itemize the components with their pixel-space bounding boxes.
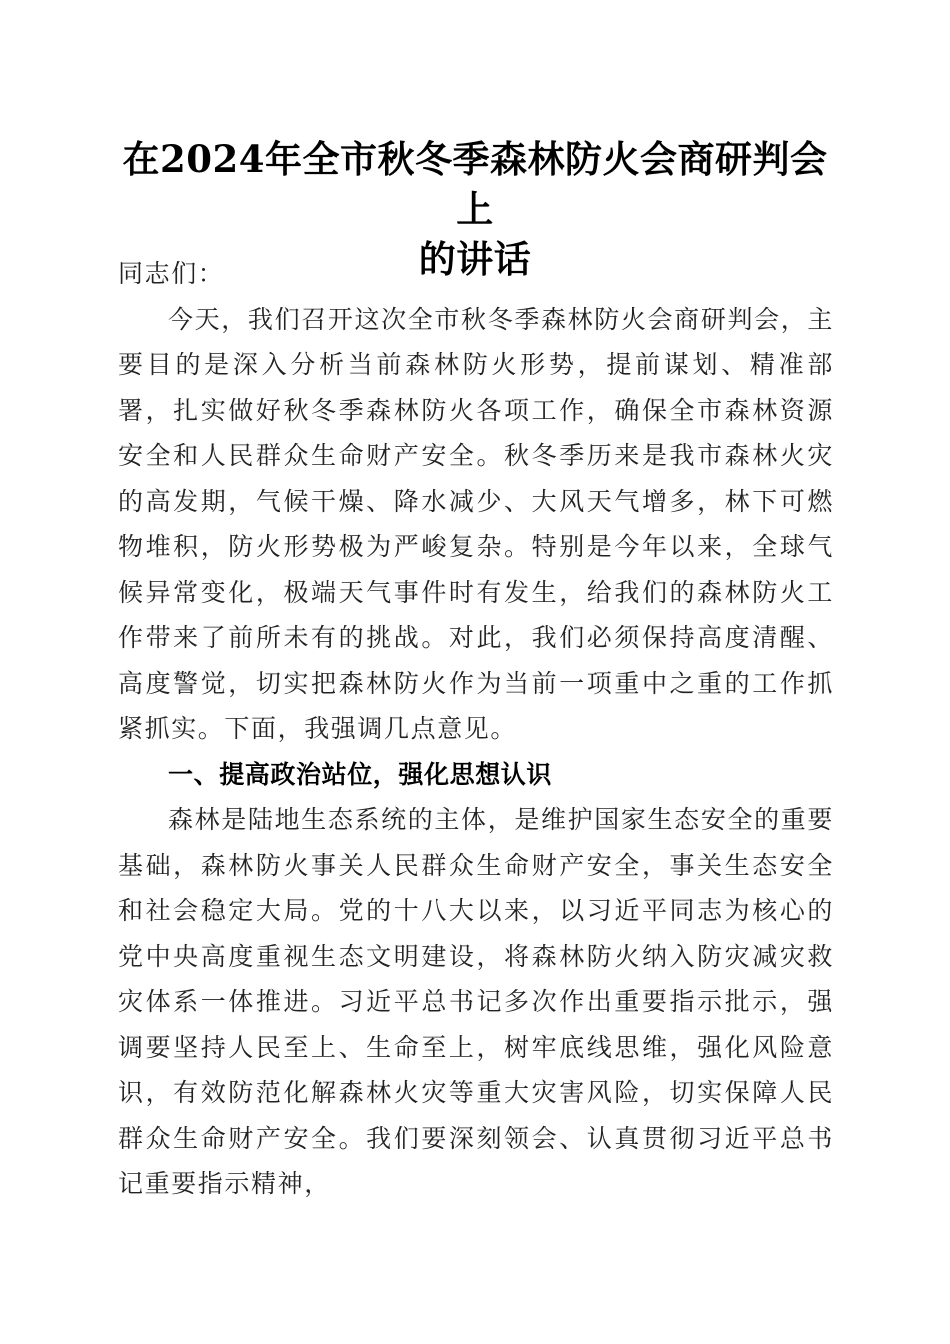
section-1-heading: 一、提高政治站位，强化思想认识 (168, 759, 553, 789)
title-line-2: 的讲话 (418, 237, 532, 281)
intro-paragraph: 今天，我们召开这次全市秋冬季森林防火会商研判会，主要目的是深入分析当前森林防火形势，提前谋划、精准部署，扎实做好秋冬季森林防火各项工作，确保全市森林资源安全和人民群众生命财产安全。秋冬季历来是我市森林火灾的高发期，气候干燥、降水减少、大风天气增多，林下可燃物堆积，防火形势极为严峻复杂。特别是今年以来，全球气候异常变化，极端天气事件时有发生，给我们的森林防火工作带来了前所未有的挑战。对此，我们必须保持高度清醒、高度警觉，切实把森林防火作为当前一项重中之重的工作抓紧抓实。下面，我强调几点意见。 (118, 304, 834, 743)
document-body (118, 251, 834, 1207)
section-1-paragraph: 森林是陆地生态系统的主体，是维护国家生态安全的重要基础，森林防火事关人民群众生命财产安全，事关生态安全和社会稳定大局。党的十八大以来，以习近平同志为核心的党中央高度重视生态文明建设，将森林防火纳入防灾减灾救灾体系一体推进。习近平总书记多次作出重要指示批示，强调要坚持人民至上、生命至上，树牢底线思维，强化风险意识，有效防范化解森林火灾等重大灾害风险，切实保障人民群众生命财产安全。我们要深刻领会、认真贯彻习近平总书记重要指示精神， (118, 805, 834, 1198)
greeting: 同志们： (118, 259, 225, 288)
title-line-1: 在2024年全市秋冬季森林防火会商研判会上 (122, 137, 828, 231)
